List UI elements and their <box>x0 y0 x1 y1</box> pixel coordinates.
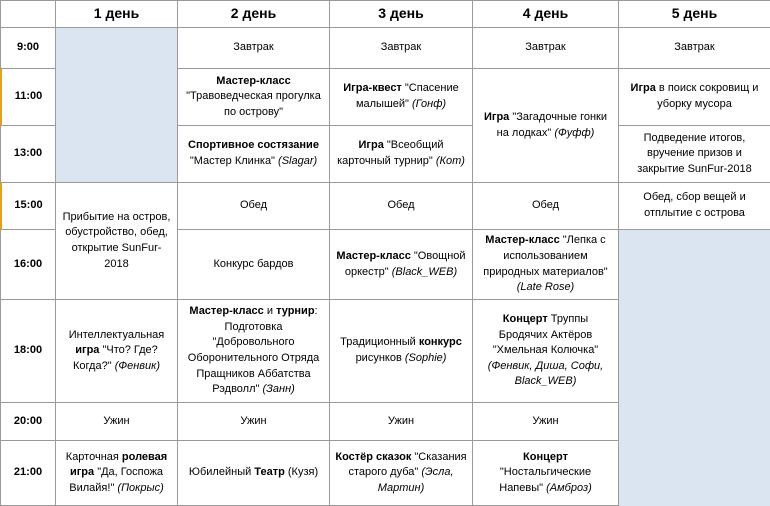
event-author: (Late Rose) <box>516 281 575 294</box>
time-2000: 20:00 <box>0 403 56 441</box>
header-day-1: 1 день <box>56 0 178 28</box>
event-title: "Овощной оркестр" <box>344 249 466 278</box>
header-day-4: 4 день <box>473 0 619 28</box>
event-type: ролевая игра <box>69 450 168 479</box>
event-author: (Эсла, Мартин) <box>377 466 454 494</box>
day2-lunch <box>178 183 330 230</box>
header-day-5: 5 день <box>619 0 770 28</box>
day2-bards-contest <box>178 230 330 300</box>
event-text: Ужин <box>532 414 559 427</box>
event-type: Игра-квест <box>343 82 402 95</box>
day4-modeling-workshop <box>473 230 619 300</box>
time-2100: 21:00 <box>0 441 56 506</box>
event-type: Концерт <box>523 450 568 463</box>
event-title: "Мастер Клинка" <box>189 155 279 167</box>
day4-breakfast <box>473 28 619 69</box>
day1-card-rpg <box>56 441 178 506</box>
day5-empty-evening <box>619 230 770 506</box>
day2-breakfast <box>178 28 330 69</box>
day2-sport-contest <box>178 126 330 183</box>
event-text: Завтрак <box>233 41 274 54</box>
event-type: игра <box>75 344 100 357</box>
event-text: Завтрак <box>380 41 422 54</box>
event-author: (Sophie) <box>404 352 447 364</box>
event-author: (Кот) <box>435 155 465 167</box>
event-text: Ужин <box>387 414 415 427</box>
event-title: "Ностальгические Напевы" <box>499 466 592 494</box>
event-type: Игра <box>358 139 384 152</box>
event-title: "Спасение малышей" <box>355 82 459 110</box>
event-author: (Покрыс) <box>117 481 164 494</box>
time-1300: 13:00 <box>0 126 56 183</box>
event-text: Подведение итогов, вручение призов и закрытие SunFur-2018 <box>637 131 752 175</box>
corner-cell <box>0 0 56 28</box>
event-text: Завтрак <box>525 41 566 54</box>
day5-closing <box>619 126 770 183</box>
event-text: Обед <box>387 199 415 212</box>
event-title: Труппы Бродячих Актёров "Хмельная Колючка" <box>492 312 599 357</box>
event-title: "Что? Где? Когда?" <box>73 344 158 372</box>
day5-treasure-hunt <box>619 69 770 126</box>
event-type: Игра <box>483 110 510 123</box>
time-0900: 9:00 <box>0 28 56 69</box>
day1-arrival <box>56 183 178 300</box>
event-author: (Фенвик, Диша, Софи, Black_WEB) <box>487 359 604 388</box>
day3-card-tournament <box>330 126 473 183</box>
event-type: Спортивное состязание <box>188 139 319 152</box>
event-type: Мастер-класс <box>336 249 411 262</box>
event-text: Конкурс бардов <box>213 257 294 270</box>
day1-quiz-game <box>56 300 178 403</box>
time-1500: 15:00 <box>0 183 56 230</box>
event-text: Традиционный <box>340 336 419 349</box>
event-text: Ужин <box>240 414 267 427</box>
day3-breakfast <box>330 28 473 69</box>
event-title: "Да, Госпожа Вилайя!" <box>69 466 164 494</box>
event-text: Интеллектуальная <box>68 328 165 341</box>
event-title: рисунков <box>355 352 405 364</box>
event-author: (Фенвик) <box>114 359 160 372</box>
day3-vegetable-orchestra <box>330 230 473 300</box>
header-day-2: 2 день <box>178 0 330 28</box>
day1-empty-morning <box>56 28 178 183</box>
time-1100: 11:00 <box>0 69 56 126</box>
event-type: Театр <box>254 466 285 479</box>
event-title: (Кузя) <box>284 466 319 479</box>
event-type: Мастер-класс <box>485 234 560 247</box>
event-type: Концерт <box>502 312 548 325</box>
event-title: "Загадочные гонки на лодках" <box>496 110 608 139</box>
event-text: Ужин <box>103 414 130 427</box>
day4-nostalgic-concert <box>473 441 619 506</box>
event-text: Карточная <box>65 450 122 463</box>
event-title: в поиск сокровищ и уборку мусора <box>655 82 759 110</box>
day4-dinner <box>473 403 619 441</box>
day5-departure <box>619 183 770 230</box>
event-author: (Амброз) <box>546 481 592 494</box>
day5-breakfast <box>619 28 770 69</box>
time-1600: 16:00 <box>0 230 56 300</box>
event-text: Прибытие на остров, обустройство, обед, открытие SunFur-2018 <box>62 210 171 270</box>
event-author: (Slagar) <box>278 155 318 167</box>
day3-quest-game <box>330 69 473 126</box>
day4-boat-race <box>473 69 619 183</box>
day2-herb-walk <box>178 69 330 126</box>
day3-lunch <box>330 183 473 230</box>
event-type: Мастер-класс <box>216 74 291 87</box>
day2-dinner <box>178 403 330 441</box>
day2-slingers-workshop <box>178 300 330 403</box>
event-type: Игра <box>630 82 656 95</box>
event-text: Завтрак <box>674 41 715 54</box>
event-title: "Сказания старого дуба" <box>348 450 467 479</box>
header-day-3: 3 день <box>330 0 473 28</box>
event-text: Обед, сбор вещей и отплытие с острова <box>643 191 746 219</box>
day3-drawing-contest <box>330 300 473 403</box>
event-text: Юбилейный <box>188 466 255 479</box>
event-text: и <box>263 305 277 318</box>
day1-dinner <box>56 403 178 441</box>
event-title: : Подготовка "Добровольного Оборонительного Отряда Пращников Аббатства Рэдволл" <box>187 305 320 396</box>
time-1800: 18:00 <box>0 300 56 403</box>
event-title: "Всеобщий карточный турнир" <box>337 139 444 167</box>
event-author: (Занн) <box>262 383 295 396</box>
event-type: Костёр сказок <box>335 450 412 463</box>
event-author: (Фуфф) <box>554 126 595 139</box>
event-text: Обед <box>531 199 560 212</box>
event-type: турнир <box>276 305 315 318</box>
event-type: конкурс <box>418 336 462 349</box>
day3-campfire-tales <box>330 441 473 506</box>
day3-dinner <box>330 403 473 441</box>
event-author: (Black_WEB) <box>391 265 458 278</box>
day4-lunch <box>473 183 619 230</box>
day4-troupe-concert <box>473 300 619 403</box>
event-author: (Гонф) <box>412 98 447 110</box>
event-title: "Лепка с использованием природных материалов" <box>483 234 608 278</box>
event-text: Обед <box>239 199 268 212</box>
day2-theatre <box>178 441 330 506</box>
event-title: "Травоведческая прогулка по острову" <box>186 90 321 118</box>
event-type: Мастер-класс <box>189 305 264 318</box>
